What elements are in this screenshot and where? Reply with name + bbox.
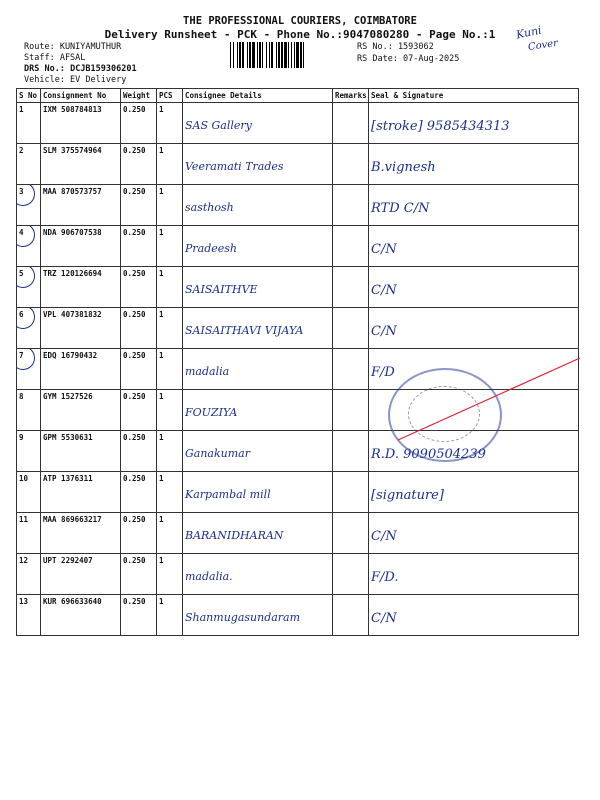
row-sno-text: 2 — [19, 146, 24, 155]
row-consignee — [183, 144, 333, 185]
row-consignee — [183, 267, 333, 308]
row-consignee — [183, 185, 333, 226]
table-row — [17, 349, 579, 390]
corner-note-line2: Cover — [527, 37, 559, 54]
row-circle-mark — [17, 267, 36, 289]
row-consignee — [183, 103, 333, 144]
barcode-bar — [284, 42, 287, 68]
row-pcs — [157, 308, 183, 349]
row-circle-mark — [17, 349, 36, 371]
row-pcs-text: 1 — [159, 597, 164, 606]
row-weight — [121, 267, 157, 308]
barcode-bar — [278, 42, 280, 68]
row-weight-text: 0.250 — [123, 515, 146, 524]
row-consignment-no — [41, 554, 121, 595]
delivery-stamp-inner — [408, 386, 480, 442]
row-weight-text: 0.250 — [123, 597, 146, 606]
row-consignment-no-text: ATP 1376311 — [43, 474, 93, 483]
row-pcs — [157, 554, 183, 595]
row-remarks — [333, 144, 369, 185]
row-consignment-no-text: UPT 2292407 — [43, 556, 93, 565]
row-pcs-text: 1 — [159, 474, 164, 483]
row-consignment-no — [41, 595, 121, 636]
drs-number — [24, 64, 137, 74]
barcode-bar — [271, 42, 273, 68]
row-weight — [121, 185, 157, 226]
row-remarks — [333, 390, 369, 431]
barcode-bar — [247, 42, 248, 68]
row-consignment-no — [41, 267, 121, 308]
table-header-row — [17, 89, 579, 103]
row-pcs — [157, 103, 183, 144]
barcode-bar — [259, 42, 261, 68]
row-consignee — [183, 513, 333, 554]
row-sno-text: 6 — [19, 310, 24, 319]
row-consignment-no-text: EDQ 16790432 — [43, 351, 98, 360]
row-consignment-no-text: SLM 375574964 — [43, 146, 102, 155]
table-row — [17, 513, 579, 554]
row-sno-text: 10 — [19, 474, 29, 483]
row-weight — [121, 144, 157, 185]
col-remarks: Remarks — [333, 89, 369, 103]
table-row — [17, 308, 579, 349]
row-remarks — [333, 308, 369, 349]
row-consignment-no-text: MAA 870573757 — [43, 187, 102, 196]
row-remarks — [333, 554, 369, 595]
row-consignee — [183, 431, 333, 472]
row-weight — [121, 103, 157, 144]
row-seal-text: RTD C/N — [371, 201, 430, 216]
row-seal-text: C/N — [371, 529, 397, 544]
row-remarks — [333, 595, 369, 636]
row-weight — [121, 554, 157, 595]
table-row — [17, 185, 579, 226]
row-weight — [121, 472, 157, 513]
row-seal — [369, 554, 579, 595]
col-seal-signature: Seal & Signature — [369, 89, 579, 103]
row-remarks — [333, 472, 369, 513]
row-consignee-text: SAS Gallery — [185, 119, 252, 132]
row-sno-text: 9 — [19, 433, 24, 442]
barcode-bar — [262, 42, 263, 68]
row-pcs-text: 1 — [159, 556, 164, 565]
row-consignee — [183, 226, 333, 267]
row-consignee — [183, 308, 333, 349]
row-pcs-text: 1 — [159, 310, 164, 319]
row-seal-text: [stroke] 9585434313 — [371, 119, 510, 134]
row-consignee — [183, 554, 333, 595]
row-weight — [121, 431, 157, 472]
row-circle-mark — [17, 308, 36, 330]
row-consignment-no — [41, 103, 121, 144]
row-remarks — [333, 349, 369, 390]
barcode-bar — [303, 42, 304, 68]
row-consignment-no-text: NDA 906707538 — [43, 228, 102, 237]
table-row — [17, 554, 579, 595]
row-consignee-text: Veeramati Trades — [185, 160, 284, 173]
row-consignment-no — [41, 513, 121, 554]
row-consignment-no-text: GPM 5530631 — [43, 433, 93, 442]
barcode-image — [228, 42, 352, 68]
table-row — [17, 226, 579, 267]
barcode-bar — [269, 42, 270, 68]
table-row — [17, 144, 579, 185]
row-consignment-no-text: MAA 869663217 — [43, 515, 102, 524]
row-consignment-no — [41, 390, 121, 431]
row-weight-text: 0.250 — [123, 146, 146, 155]
row-seal — [369, 308, 579, 349]
row-consignment-no-text: TRZ 120126694 — [43, 269, 102, 278]
barcode-bar — [257, 42, 258, 68]
row-pcs — [157, 349, 183, 390]
row-pcs-text: 1 — [159, 433, 164, 442]
row-seal — [369, 185, 579, 226]
barcode-bar — [288, 42, 289, 68]
row-sno — [17, 185, 41, 226]
barcode-bar — [281, 42, 283, 68]
row-consignment-no — [41, 308, 121, 349]
barcode-bar — [249, 42, 251, 68]
row-pcs-text: 1 — [159, 228, 164, 237]
row-consignee-text: SAISAITHVE — [185, 283, 258, 296]
row-circle-mark — [17, 185, 36, 207]
row-pcs-text: 1 — [159, 269, 164, 278]
row-sno — [17, 308, 41, 349]
row-sno — [17, 431, 41, 472]
row-consignment-no — [41, 472, 121, 513]
row-weight-text: 0.250 — [123, 556, 146, 565]
runsheet-subtitle: Delivery Runsheet - PCK - Phone No.:9047080280 - Page No.:1 — [104, 28, 496, 41]
row-weight-text: 0.250 — [123, 269, 146, 278]
row-sno-text: 5 — [19, 269, 24, 278]
runsheet-table — [16, 88, 579, 636]
row-weight — [121, 595, 157, 636]
row-remarks — [333, 103, 369, 144]
barcode-bar — [300, 42, 302, 68]
row-pcs-text: 1 — [159, 392, 164, 401]
row-consignment-no-text: KUR 696633640 — [43, 597, 102, 606]
row-weight-text: 0.250 — [123, 105, 146, 114]
row-seal-text: C/N — [371, 611, 397, 626]
row-consignee-text: madalia. — [185, 570, 233, 583]
rs-date: RS Date: 07-Aug-2025 — [357, 54, 460, 64]
row-consignment-no-text: VPL 407381832 — [43, 310, 102, 319]
row-seal-text: B.vignesh — [371, 160, 436, 175]
row-weight-text: 0.250 — [123, 392, 146, 401]
row-pcs — [157, 431, 183, 472]
row-seal-text: R.D. 9090504239 — [371, 447, 486, 462]
row-sno-text: 11 — [19, 515, 29, 524]
row-weight — [121, 308, 157, 349]
row-consignment-no — [41, 226, 121, 267]
row-consignee-text: Karpambal mill — [185, 488, 271, 501]
row-remarks — [333, 431, 369, 472]
barcode-bar — [233, 42, 234, 68]
row-weight-text: 0.250 — [123, 187, 146, 196]
row-pcs — [157, 144, 183, 185]
drs-value: DCJB159306201 — [70, 64, 137, 74]
row-sno — [17, 595, 41, 636]
row-seal — [369, 595, 579, 636]
col-consignee-details: Consignee Details — [183, 89, 333, 103]
row-sno — [17, 349, 41, 390]
row-seal-text: C/N — [371, 283, 397, 298]
row-remarks — [333, 226, 369, 267]
row-remarks — [333, 267, 369, 308]
row-seal — [369, 103, 579, 144]
staff-label: Staff: AFSAL — [24, 53, 86, 63]
row-weight-text: 0.250 — [123, 228, 146, 237]
barcode-bar — [276, 42, 277, 68]
row-seal — [369, 144, 579, 185]
row-pcs — [157, 185, 183, 226]
corner-note-line1: Kuni — [514, 23, 543, 42]
company-title: THE PROFESSIONAL COURIERS, COIMBATORE — [183, 15, 417, 27]
row-weight — [121, 513, 157, 554]
row-pcs — [157, 595, 183, 636]
row-seal — [369, 267, 579, 308]
row-consignee-text: sasthosh — [185, 201, 234, 214]
barcode-bar — [291, 42, 292, 68]
row-sno — [17, 226, 41, 267]
row-remarks — [333, 185, 369, 226]
vehicle-label: Vehicle: EV Delivery — [24, 75, 127, 85]
row-consignment-no — [41, 349, 121, 390]
row-pcs-text: 1 — [159, 351, 164, 360]
row-weight-text: 0.250 — [123, 310, 146, 319]
row-sno-text: 7 — [19, 351, 24, 360]
row-sno — [17, 472, 41, 513]
table-row — [17, 267, 579, 308]
row-consignee-text: BARANIDHARAN — [185, 529, 284, 542]
row-consignee-text: SAISAITHAVI VIJAYA — [185, 324, 304, 337]
row-sno — [17, 513, 41, 554]
row-circle-mark — [17, 226, 36, 248]
row-seal-text: F/D — [371, 365, 395, 380]
row-pcs-text: 1 — [159, 105, 164, 114]
row-consignee-text: Shanmugasundaram — [185, 611, 301, 624]
row-sno — [17, 144, 41, 185]
barcode-bar — [266, 42, 267, 68]
row-consignee-text: Pradeesh — [185, 242, 238, 255]
row-pcs — [157, 472, 183, 513]
row-consignee — [183, 349, 333, 390]
col-sno: S No — [17, 89, 41, 103]
row-sno — [17, 267, 41, 308]
delivery-stamp — [388, 368, 502, 462]
row-consignee — [183, 595, 333, 636]
col-weight: Weight — [121, 89, 157, 103]
row-consignment-no — [41, 185, 121, 226]
row-pcs-text: 1 — [159, 146, 164, 155]
row-pcs — [157, 513, 183, 554]
row-seal-text: C/N — [371, 324, 397, 339]
row-consignee-text: Ganakumar — [185, 447, 250, 460]
col-consignment-no: Consignment No — [41, 89, 121, 103]
table-row — [17, 595, 579, 636]
row-sno-text: 13 — [19, 597, 29, 606]
row-consignee-text: madalia — [185, 365, 230, 378]
barcode-bar — [242, 42, 244, 68]
row-sno-text: 3 — [19, 187, 24, 196]
col-pcs: PCS — [157, 89, 183, 103]
row-pcs-text: 1 — [159, 515, 164, 524]
row-sno — [17, 390, 41, 431]
row-consignee-text: FOUZIYA — [185, 406, 238, 419]
row-pcs — [157, 390, 183, 431]
row-consignee — [183, 390, 333, 431]
row-weight — [121, 390, 157, 431]
row-consignment-no-text: IXM 508784813 — [43, 105, 102, 114]
row-seal-text: F/D. — [371, 570, 399, 585]
table-row — [17, 472, 579, 513]
row-weight-text: 0.250 — [123, 433, 146, 442]
row-weight-text: 0.250 — [123, 351, 146, 360]
barcode-bar — [252, 42, 255, 68]
barcode-bar — [239, 42, 241, 68]
row-sno-text: 8 — [19, 392, 24, 401]
row-remarks — [333, 513, 369, 554]
row-weight-text: 0.250 — [123, 474, 146, 483]
barcode-bar — [230, 42, 231, 68]
row-pcs — [157, 267, 183, 308]
row-seal-text: C/N — [371, 242, 397, 257]
row-weight — [121, 226, 157, 267]
drs-label: DRS No.: — [24, 64, 65, 74]
rs-number: RS No.: 1593062 — [357, 42, 434, 52]
row-pcs-text: 1 — [159, 187, 164, 196]
barcode-bar — [237, 42, 238, 68]
row-sno-text: 4 — [19, 228, 24, 237]
row-seal — [369, 513, 579, 554]
row-consignment-no — [41, 431, 121, 472]
row-sno-text: 1 — [19, 105, 24, 114]
row-seal — [369, 226, 579, 267]
barcode-bar — [296, 42, 299, 68]
row-consignee — [183, 472, 333, 513]
row-sno — [17, 554, 41, 595]
table-row — [17, 103, 579, 144]
row-seal — [369, 472, 579, 513]
row-seal-text: [signature] — [371, 488, 444, 503]
row-sno-text: 12 — [19, 556, 29, 565]
row-pcs — [157, 226, 183, 267]
row-consignment-no-text: GYM 1527526 — [43, 392, 93, 401]
row-consignment-no — [41, 144, 121, 185]
row-sno — [17, 103, 41, 144]
row-weight — [121, 349, 157, 390]
route-label: Route: KUNIYAMUTHUR — [24, 42, 122, 52]
barcode-bar — [294, 42, 295, 68]
